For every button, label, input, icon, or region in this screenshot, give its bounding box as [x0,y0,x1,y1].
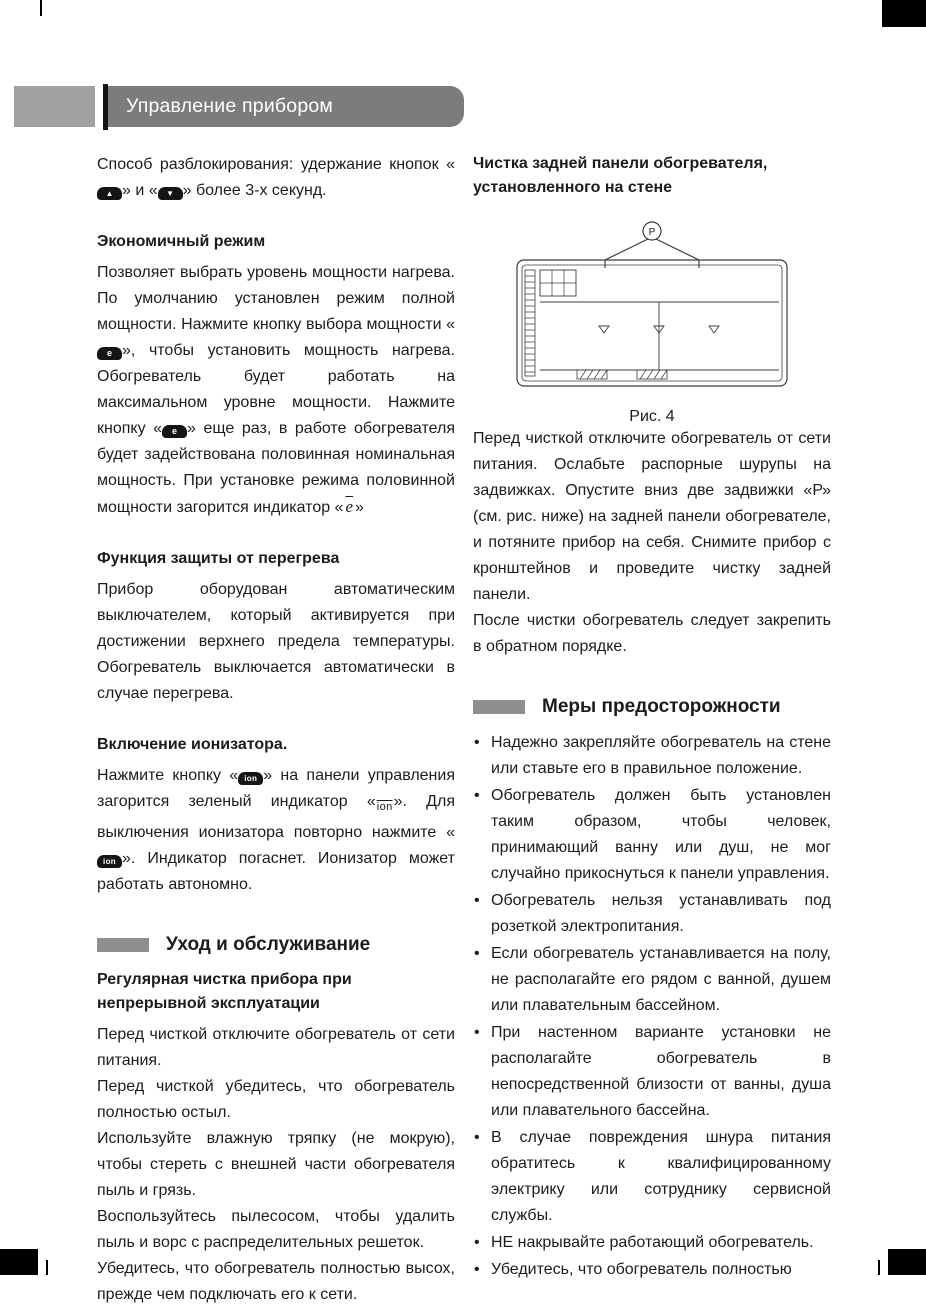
precaution-item: • Обогреватель должен быть установлен таким образом, чтобы человек, принимающий ванну или душ, не мог случайно прикоснуться к панели управления. [473,783,831,887]
heater-back-diagram [507,220,797,392]
chapter-header [108,86,464,127]
btn-down-icon: ▼ [158,187,183,200]
figure-caption: Рис. 4 [629,408,675,425]
back-panel-cleaning-heading: Чистка задней панели обогревателя, установленного на стене [473,155,768,196]
btn-e-icon: e [97,347,122,360]
left-column [97,152,455,1308]
cleaning-paragraph: Используйте влажную тряпку (не мокрую), чтобы стереть с внешней части обогревателя пыль и грязь. [97,1130,455,1199]
overheat-paragraph: Прибор оборудован автоматическим выключателем, который активируется при достижении верхнего предела температуры. Обогреватель выключается автоматически в случае перегрева. [97,581,455,702]
ionizer-paragraph: Нажмите кнопку « ion » на панели управления загорится зеленый индикатор «$_{\overline{ion}}$». Для выключения ионизатора повторно нажмите «ion ». Индикатор погаснет. Ионизатор может работать автономно. [97,767,455,893]
precaution-item: • В случае повреждения шнура питания обратитесь к квалифицированному электрику или сотруднику сервисной службы. [473,1125,831,1229]
ind-e-icon: $\overline{e}$ [345,497,353,516]
crop-mark-bottom-left [0,1249,38,1275]
precautions-list [473,730,831,1283]
btn-e-icon: e [162,425,187,438]
cleaning-paragraph: Перед чисткой убедитесь, что обогреватель полностью остыл. [97,1078,455,1121]
cleaning-paragraph: Убедитесь, что обогреватель полностью высох, прежде чем подключать его к сети. [97,1260,455,1303]
ind-ion-icon: ion [376,801,393,813]
cleaning-paragraph: Перед чисткой отключите обогреватель от сети питания. [97,1026,455,1069]
figure-pointer-label: P [648,227,656,238]
crop-mark-bottom-right [888,1249,926,1275]
right-column [473,152,831,1284]
section-swatch [473,700,525,714]
unlock-paragraph: Способ разблокирования: удержание кнопок «▲ » и « ▼ » более 3-х секунд. [97,156,455,199]
back-cleaning-paragraph: Перед чисткой отключите обогреватель от сети питания. Ослабьте распорные шурупы на задвижках. Опустите вниз две задвижки «Р» (см. рис. ниже) на задней панели обогревателе, и потяните прибор на себя. Снимите прибор с кронштейнов и проведите чистку задней панели. [473,430,831,603]
precaution-item: • Убедитесь, что обогреватель полностью [473,1257,831,1283]
crop-mark-top-right [882,0,926,27]
back-cleaning-paragraph: После чистки обогреватель следует закрепить в обратном порядке. [473,612,831,655]
care-section-header [97,934,455,956]
precaution-item: • Обогреватель нельзя устанавливать под розеткой электропитания. [473,888,831,940]
precaution-item: • Надежно закрепляйте обогреватель на стене или ставьте его в правильное положение. [473,730,831,782]
precaution-item: • При настенном варианте установки не располагайте обогреватель в непосредственной близости от ванны, душа или плавательного бассейна. [473,1020,831,1124]
btn-ion-icon: ion [238,772,263,785]
regular-cleaning-heading: Регулярная чистка прибора при непрерывной эксплуатации [97,971,352,1012]
eco-mode-paragraph: Позволяет выбрать уровень мощности нагрева. По умолчанию установлен режим полной мощности. Нажмите кнопку выбора мощности «e », чтобы установить мощность нагрева. Обогреватель будет работать на максимальном уровне мощности. Нажмите кнопку « e » еще раз, в работе обогревателя будет задействована половинная номинальная мощность. При установке режима половинной мощности загорится индикатор « $\overline{e}$ » [97,264,455,516]
btn-ion-icon: ion [97,855,122,868]
ionizer-heading: Включение ионизатора. [97,736,288,753]
crop-mark-top-left [40,0,42,16]
header-accent-block [14,86,95,127]
btn-up-icon: ▲ [97,187,122,200]
figure-4 [502,220,802,426]
precautions-title: Меры предосторожности [542,696,781,717]
eco-mode-heading: Экономичный режим [97,233,266,250]
crop-tick-bottom-right [878,1260,880,1275]
section-swatch [97,938,149,952]
precaution-item: • Если обогреватель устанавливается на полу, не располагайте его рядом с ванной, душем или плавательным бассейном. [473,941,831,1019]
crop-tick-bottom-left [46,1260,48,1275]
overheat-heading: Функция защиты от перегрева [97,550,340,567]
precautions-section-header [473,696,831,718]
chapter-title: Управление прибором [126,95,334,117]
precaution-item: • НЕ накрывайте работающий обогреватель. [473,1230,831,1256]
cleaning-paragraph: Воспользуйтесь пылесосом, чтобы удалить пыль и ворс с распределительных решеток. [97,1208,455,1251]
care-section-title: Уход и обслуживание [166,934,371,955]
